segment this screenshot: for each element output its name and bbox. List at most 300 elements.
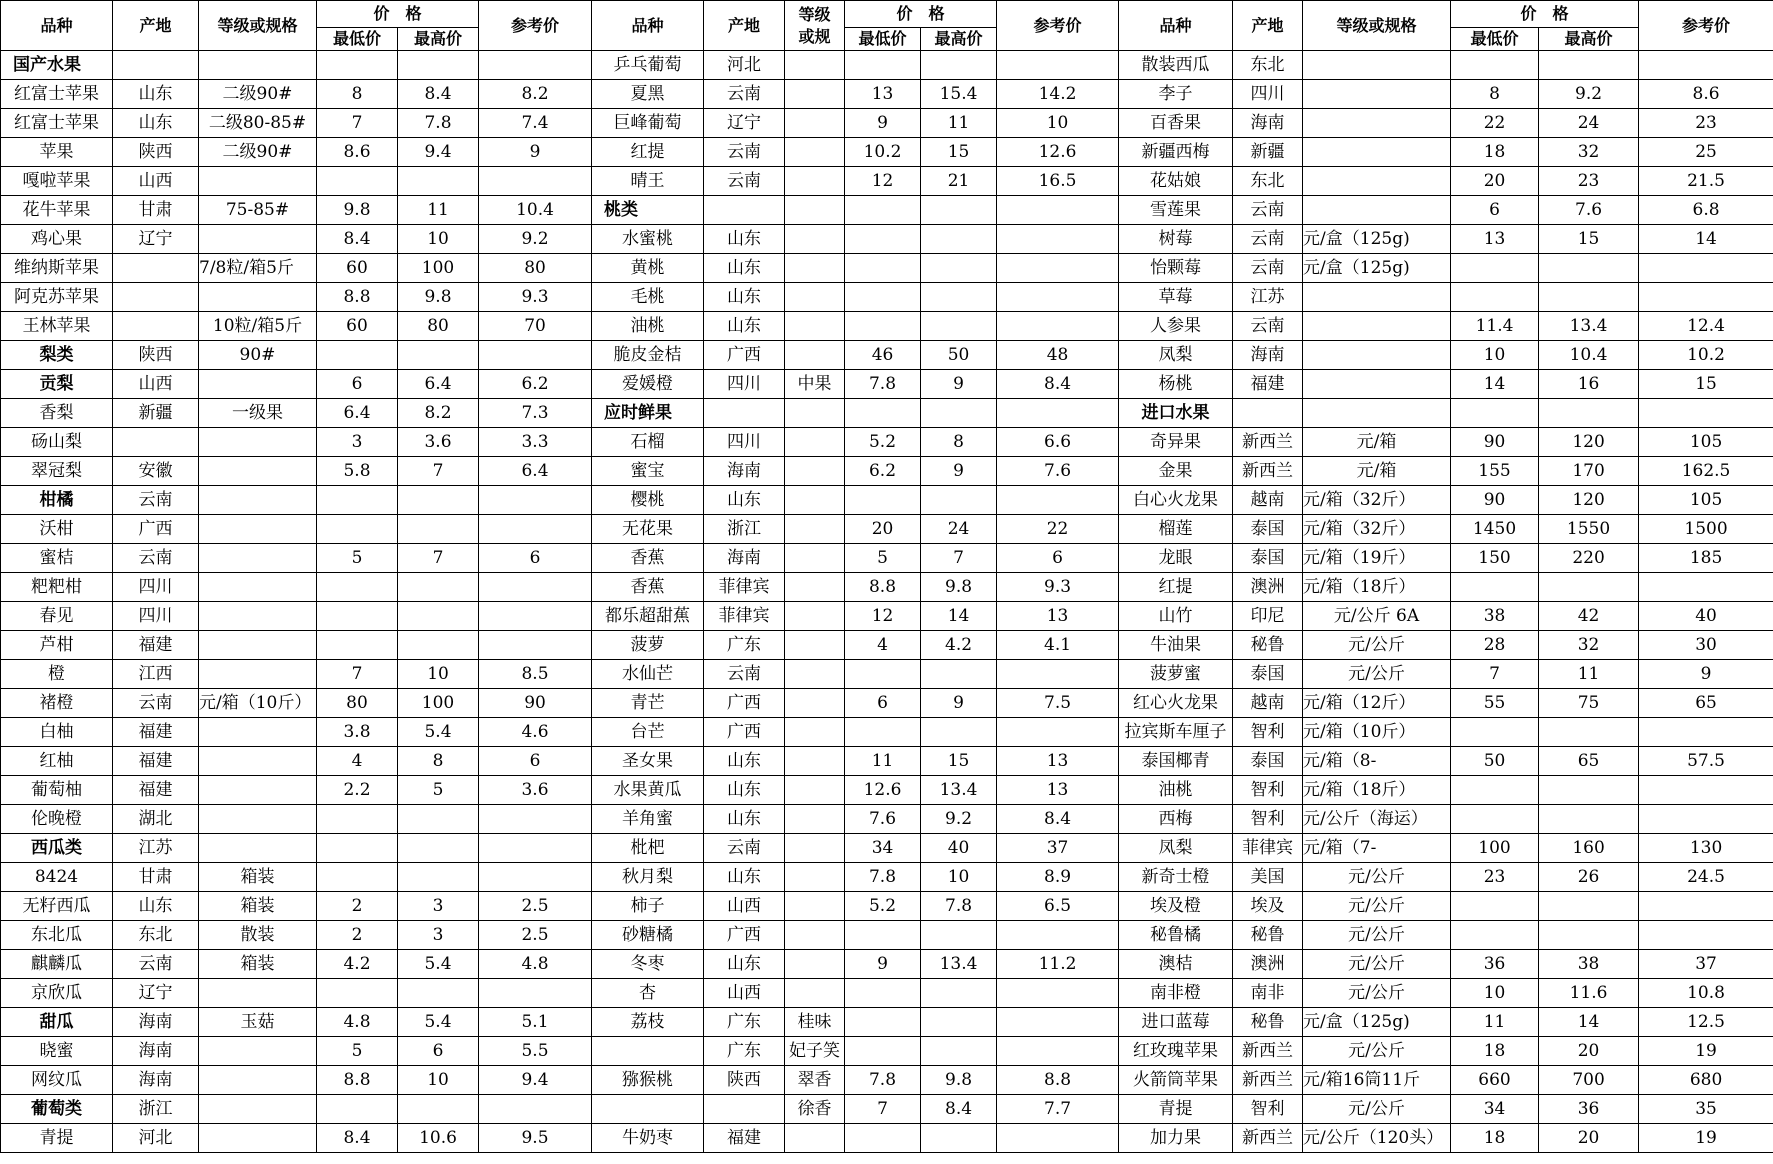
cell-mn1[interactable]: 4.2	[317, 950, 398, 979]
cell-o3[interactable]: 云南	[1233, 196, 1303, 225]
cell-r2[interactable]: 8.4	[997, 805, 1119, 834]
cell-mx2[interactable]: 9	[921, 370, 997, 399]
cell-r1[interactable]: 3.3	[479, 428, 592, 457]
cell-o3[interactable]: 澳洲	[1233, 573, 1303, 602]
cell-g2[interactable]	[785, 312, 845, 341]
cell-r3[interactable]: 680	[1639, 1066, 1773, 1095]
cell-r1[interactable]: 10.4	[479, 196, 592, 225]
cell-mx3[interactable]: 14	[1539, 1008, 1639, 1037]
cell-v1[interactable]: 砀山梨	[1, 428, 113, 457]
cell-o3[interactable]: 新西兰	[1233, 1124, 1303, 1153]
cell-g2[interactable]	[785, 80, 845, 109]
cell-o2[interactable]: 广西	[704, 718, 785, 747]
cell-mn1[interactable]	[317, 1095, 398, 1124]
cell-mx3[interactable]: 36	[1539, 1095, 1639, 1124]
cell-g2[interactable]	[785, 631, 845, 660]
cell-v1[interactable]: 蜜桔	[1, 544, 113, 573]
cell-mn2[interactable]: 12.6	[845, 776, 921, 805]
cell-r1[interactable]	[479, 341, 592, 370]
cell-r1[interactable]: 2.5	[479, 921, 592, 950]
cell-g2[interactable]: 徐香	[785, 1095, 845, 1124]
cell-mx3[interactable]: 38	[1539, 950, 1639, 979]
cell-o2[interactable]: 海南	[704, 544, 785, 573]
cell-mx1[interactable]	[398, 486, 479, 515]
cell-r1[interactable]: 6	[479, 747, 592, 776]
cell-o1[interactable]: 江苏	[113, 834, 199, 863]
cell-o2[interactable]: 四川	[704, 428, 785, 457]
cell-v3[interactable]: 菠萝蜜	[1119, 660, 1233, 689]
cell-o2[interactable]: 浙江	[704, 515, 785, 544]
cell-mx2[interactable]	[921, 979, 997, 1008]
cell-mn3[interactable]: 36	[1451, 950, 1539, 979]
cell-g1[interactable]	[199, 1037, 317, 1066]
cell-r3[interactable]: 8.6	[1639, 80, 1773, 109]
cell-v3[interactable]: 龙眼	[1119, 544, 1233, 573]
cell-mn2[interactable]	[845, 1008, 921, 1037]
cell-o1[interactable]: 甘肃	[113, 863, 199, 892]
cell-mx3[interactable]	[1539, 776, 1639, 805]
cell-o2[interactable]: 广西	[704, 921, 785, 950]
cell-v2[interactable]: 砂糖橘	[592, 921, 704, 950]
cell-mn2[interactable]: 6.2	[845, 457, 921, 486]
cell-g3[interactable]: 元/箱（7-	[1303, 834, 1451, 863]
cell-mx1[interactable]: 7	[398, 544, 479, 573]
cell-g3[interactable]	[1303, 138, 1451, 167]
cell-mx1[interactable]: 5.4	[398, 950, 479, 979]
col-max-price-header[interactable]: 最高价	[1539, 28, 1639, 51]
cell-o1[interactable]: 陕西	[113, 341, 199, 370]
cell-g3[interactable]	[1303, 51, 1451, 80]
cell-v3[interactable]: 西梅	[1119, 805, 1233, 834]
cell-mn3[interactable]: 13	[1451, 225, 1539, 254]
cell-mx3[interactable]	[1539, 254, 1639, 283]
cell-r1[interactable]: 6	[479, 544, 592, 573]
cell-o1[interactable]: 山西	[113, 167, 199, 196]
cell-o3[interactable]: 东北	[1233, 51, 1303, 80]
cell-o2[interactable]	[704, 1095, 785, 1124]
cell-g1[interactable]: 箱装	[199, 863, 317, 892]
cell-mn2[interactable]: 7	[845, 1095, 921, 1124]
cell-mn3[interactable]: 18	[1451, 1037, 1539, 1066]
cell-v3[interactable]: 火箭筒苹果	[1119, 1066, 1233, 1095]
cell-mx3[interactable]: 7.6	[1539, 196, 1639, 225]
cell-o2[interactable]: 山东	[704, 747, 785, 776]
cell-r3[interactable]: 23	[1639, 109, 1773, 138]
cell-g1[interactable]	[199, 1066, 317, 1095]
cell-r3[interactable]: 12.5	[1639, 1008, 1773, 1037]
cell-r3[interactable]: 24.5	[1639, 863, 1773, 892]
cell-mx3[interactable]: 13.4	[1539, 312, 1639, 341]
cell-o3[interactable]: 新疆	[1233, 138, 1303, 167]
cell-mx2[interactable]	[921, 718, 997, 747]
cell-mx2[interactable]: 15	[921, 747, 997, 776]
cell-v3[interactable]: 澳桔	[1119, 950, 1233, 979]
cell-v3[interactable]: 拉宾斯车厘子	[1119, 718, 1233, 747]
cell-g3[interactable]	[1303, 341, 1451, 370]
cell-mn1[interactable]: 8.4	[317, 1124, 398, 1153]
cell-r3[interactable]: 6.8	[1639, 196, 1773, 225]
cell-g3[interactable]	[1303, 370, 1451, 399]
cell-v3[interactable]: 树莓	[1119, 225, 1233, 254]
cell-v1[interactable]: 花牛苹果	[1, 196, 113, 225]
cell-mx1[interactable]: 8.4	[398, 80, 479, 109]
cell-mn2[interactable]	[845, 486, 921, 515]
cell-g3[interactable]	[1303, 283, 1451, 312]
cell-mx2[interactable]: 9.8	[921, 1066, 997, 1095]
cell-mn1[interactable]: 5	[317, 1037, 398, 1066]
cell-v1[interactable]: 京欣瓜	[1, 979, 113, 1008]
cell-mx3[interactable]: 220	[1539, 544, 1639, 573]
cell-o2[interactable]: 河北	[704, 51, 785, 80]
cell-mn3[interactable]: 100	[1451, 834, 1539, 863]
cell-mx1[interactable]	[398, 863, 479, 892]
cell-v1[interactable]: 国产水果	[1, 51, 113, 80]
cell-r2[interactable]	[997, 254, 1119, 283]
cell-o1[interactable]: 云南	[113, 544, 199, 573]
cell-mn1[interactable]	[317, 602, 398, 631]
cell-mx1[interactable]: 5	[398, 776, 479, 805]
cell-mx3[interactable]: 20	[1539, 1037, 1639, 1066]
cell-o3[interactable]: 智利	[1233, 805, 1303, 834]
cell-mn2[interactable]	[845, 196, 921, 225]
cell-r3[interactable]: 14	[1639, 225, 1773, 254]
cell-g2[interactable]	[785, 486, 845, 515]
cell-mn1[interactable]	[317, 341, 398, 370]
cell-mx2[interactable]	[921, 1008, 997, 1037]
cell-r3[interactable]: 19	[1639, 1124, 1773, 1153]
cell-v2[interactable]: 水仙芒	[592, 660, 704, 689]
cell-g1[interactable]: 玉菇	[199, 1008, 317, 1037]
cell-mx2[interactable]: 13.4	[921, 776, 997, 805]
cell-o1[interactable]: 山西	[113, 370, 199, 399]
cell-mx2[interactable]: 40	[921, 834, 997, 863]
cell-r2[interactable]: 6	[997, 544, 1119, 573]
cell-v1[interactable]: 梨类	[1, 341, 113, 370]
cell-v2[interactable]: 秋月梨	[592, 863, 704, 892]
cell-v3[interactable]: 南非橙	[1119, 979, 1233, 1008]
cell-o1[interactable]: 海南	[113, 1037, 199, 1066]
cell-mx1[interactable]: 9.4	[398, 138, 479, 167]
cell-mx3[interactable]: 120	[1539, 486, 1639, 515]
cell-mn2[interactable]: 8.8	[845, 573, 921, 602]
cell-mn3[interactable]: 660	[1451, 1066, 1539, 1095]
cell-g1[interactable]: 散装	[199, 921, 317, 950]
cell-mn1[interactable]: 2	[317, 892, 398, 921]
cell-r3[interactable]: 30	[1639, 631, 1773, 660]
cell-mx2[interactable]	[921, 225, 997, 254]
cell-v1[interactable]: 麒麟瓜	[1, 950, 113, 979]
cell-o2[interactable]: 山东	[704, 776, 785, 805]
cell-o3[interactable]: 智利	[1233, 718, 1303, 747]
cell-r3[interactable]	[1639, 254, 1773, 283]
cell-o2[interactable]: 辽宁	[704, 109, 785, 138]
cell-mn3[interactable]: 18	[1451, 1124, 1539, 1153]
cell-v1[interactable]: 葡萄柚	[1, 776, 113, 805]
cell-mx2[interactable]: 11	[921, 109, 997, 138]
cell-r1[interactable]: 70	[479, 312, 592, 341]
cell-mx1[interactable]	[398, 1095, 479, 1124]
cell-g3[interactable]: 元/公斤	[1303, 1037, 1451, 1066]
cell-o2[interactable]: 山东	[704, 312, 785, 341]
cell-mx2[interactable]: 7	[921, 544, 997, 573]
cell-mx3[interactable]: 20	[1539, 1124, 1639, 1153]
cell-mx3[interactable]: 170	[1539, 457, 1639, 486]
cell-v2[interactable]: 夏黑	[592, 80, 704, 109]
cell-o3[interactable]: 新西兰	[1233, 1066, 1303, 1095]
cell-o1[interactable]: 福建	[113, 747, 199, 776]
cell-mx1[interactable]: 6	[398, 1037, 479, 1066]
cell-g3[interactable]: 元/公斤	[1303, 660, 1451, 689]
cell-mx3[interactable]: 9.2	[1539, 80, 1639, 109]
cell-mn1[interactable]: 4	[317, 747, 398, 776]
cell-o1[interactable]: 福建	[113, 718, 199, 747]
cell-v1[interactable]: 春见	[1, 602, 113, 631]
cell-v1[interactable]: 东北瓜	[1, 921, 113, 950]
cell-r1[interactable]: 4.8	[479, 950, 592, 979]
cell-o3[interactable]: 泰国	[1233, 544, 1303, 573]
col-min-price-header[interactable]: 最低价	[845, 28, 921, 51]
cell-v2[interactable]	[592, 1095, 704, 1124]
cell-o3[interactable]: 埃及	[1233, 892, 1303, 921]
cell-o1[interactable]	[113, 51, 199, 80]
cell-g2[interactable]	[785, 1124, 845, 1153]
cell-o3[interactable]: 秘鲁	[1233, 921, 1303, 950]
cell-mn2[interactable]	[845, 660, 921, 689]
cell-mx1[interactable]	[398, 341, 479, 370]
cell-r1[interactable]	[479, 51, 592, 80]
cell-mn2[interactable]: 20	[845, 515, 921, 544]
cell-mx1[interactable]: 100	[398, 689, 479, 718]
cell-r2[interactable]: 7.6	[997, 457, 1119, 486]
cell-mx1[interactable]: 8.2	[398, 399, 479, 428]
cell-o2[interactable]: 福建	[704, 1124, 785, 1153]
cell-r2[interactable]	[997, 1124, 1119, 1153]
cell-mx2[interactable]	[921, 1037, 997, 1066]
cell-r3[interactable]	[1639, 921, 1773, 950]
cell-mx1[interactable]	[398, 602, 479, 631]
cell-r3[interactable]: 35	[1639, 1095, 1773, 1124]
cell-r2[interactable]	[997, 486, 1119, 515]
cell-r1[interactable]: 9	[479, 138, 592, 167]
cell-g1[interactable]	[199, 747, 317, 776]
cell-mn3[interactable]: 23	[1451, 863, 1539, 892]
cell-mx1[interactable]	[398, 51, 479, 80]
cell-mn2[interactable]	[845, 399, 921, 428]
cell-r2[interactable]: 9.3	[997, 573, 1119, 602]
cell-g1[interactable]	[199, 225, 317, 254]
cell-v1[interactable]: 红富士苹果	[1, 109, 113, 138]
cell-v3[interactable]: 进口水果	[1119, 399, 1233, 428]
cell-v1[interactable]: 鸡心果	[1, 225, 113, 254]
cell-r2[interactable]: 8.9	[997, 863, 1119, 892]
cell-o2[interactable]: 广东	[704, 631, 785, 660]
cell-v1[interactable]: 粑粑柑	[1, 573, 113, 602]
cell-g2[interactable]	[785, 515, 845, 544]
cell-mn3[interactable]: 11	[1451, 1008, 1539, 1037]
cell-g2[interactable]	[785, 747, 845, 776]
cell-g1[interactable]	[199, 602, 317, 631]
cell-g3[interactable]: 元/公斤（120头）	[1303, 1124, 1451, 1153]
cell-mx1[interactable]: 7.8	[398, 109, 479, 138]
cell-mx1[interactable]	[398, 805, 479, 834]
cell-mn1[interactable]: 8	[317, 80, 398, 109]
cell-v2[interactable]: 巨峰葡萄	[592, 109, 704, 138]
cell-mx2[interactable]: 8.4	[921, 1095, 997, 1124]
cell-r1[interactable]	[479, 602, 592, 631]
cell-mn2[interactable]	[845, 225, 921, 254]
cell-o1[interactable]: 海南	[113, 1066, 199, 1095]
cell-mn2[interactable]: 5.2	[845, 428, 921, 457]
cell-g2[interactable]	[785, 776, 845, 805]
cell-mx2[interactable]	[921, 283, 997, 312]
cell-v1[interactable]: 白柚	[1, 718, 113, 747]
cell-v2[interactable]: 枇杷	[592, 834, 704, 863]
cell-o1[interactable]: 山东	[113, 892, 199, 921]
cell-o2[interactable]: 山东	[704, 225, 785, 254]
cell-mn3[interactable]	[1451, 776, 1539, 805]
cell-o1[interactable]: 江西	[113, 660, 199, 689]
cell-mn1[interactable]: 6	[317, 370, 398, 399]
cell-g2[interactable]	[785, 399, 845, 428]
cell-r2[interactable]: 8.4	[997, 370, 1119, 399]
cell-mx1[interactable]	[398, 834, 479, 863]
cell-v3[interactable]: 人参果	[1119, 312, 1233, 341]
col-origin-header[interactable]: 产地	[704, 1, 785, 51]
cell-g1[interactable]	[199, 718, 317, 747]
cell-g1[interactable]	[199, 370, 317, 399]
cell-v2[interactable]: 香蕉	[592, 544, 704, 573]
col-ref-price-header[interactable]: 参考价	[997, 1, 1119, 51]
cell-v3[interactable]: 秘鲁橘	[1119, 921, 1233, 950]
cell-mn3[interactable]: 1450	[1451, 515, 1539, 544]
cell-g2[interactable]	[785, 863, 845, 892]
cell-o1[interactable]: 福建	[113, 631, 199, 660]
cell-v3[interactable]: 泰国椰青	[1119, 747, 1233, 776]
cell-mn1[interactable]: 2	[317, 921, 398, 950]
cell-mn3[interactable]: 90	[1451, 486, 1539, 515]
col-origin-header[interactable]: 产地	[1233, 1, 1303, 51]
cell-v2[interactable]: 石榴	[592, 428, 704, 457]
cell-mn3[interactable]	[1451, 254, 1539, 283]
cell-o3[interactable]: 澳洲	[1233, 950, 1303, 979]
cell-g1[interactable]: 7/8粒/箱5斤	[199, 254, 317, 283]
cell-v2[interactable]: 冬枣	[592, 950, 704, 979]
cell-r1[interactable]: 9.4	[479, 1066, 592, 1095]
cell-v2[interactable]: 蜜宝	[592, 457, 704, 486]
cell-mn1[interactable]	[317, 486, 398, 515]
cell-mn3[interactable]: 22	[1451, 109, 1539, 138]
cell-mn1[interactable]: 60	[317, 254, 398, 283]
cell-r3[interactable]: 19	[1639, 1037, 1773, 1066]
cell-o3[interactable]: 菲律宾	[1233, 834, 1303, 863]
cell-mx1[interactable]	[398, 167, 479, 196]
cell-r1[interactable]	[479, 167, 592, 196]
cell-g1[interactable]: 元/箱（10斤）	[199, 689, 317, 718]
cell-mx2[interactable]: 8	[921, 428, 997, 457]
cell-o2[interactable]: 菲律宾	[704, 602, 785, 631]
cell-o2[interactable]: 山东	[704, 950, 785, 979]
cell-r2[interactable]: 22	[997, 515, 1119, 544]
cell-r1[interactable]: 3.6	[479, 776, 592, 805]
cell-mn2[interactable]: 9	[845, 950, 921, 979]
cell-g3[interactable]	[1303, 312, 1451, 341]
cell-g3[interactable]: 元/公斤	[1303, 892, 1451, 921]
cell-r3[interactable]: 10.2	[1639, 341, 1773, 370]
cell-mx2[interactable]: 9	[921, 457, 997, 486]
cell-g3[interactable]: 元/公斤 6A	[1303, 602, 1451, 631]
cell-v3[interactable]: 凤梨	[1119, 834, 1233, 863]
cell-g2[interactable]	[785, 544, 845, 573]
cell-mn3[interactable]: 8	[1451, 80, 1539, 109]
cell-g1[interactable]: 箱装	[199, 950, 317, 979]
cell-v2[interactable]: 牛奶枣	[592, 1124, 704, 1153]
col-grade-header[interactable]: 等级或规格	[199, 1, 317, 51]
cell-g1[interactable]	[199, 573, 317, 602]
cell-r1[interactable]	[479, 979, 592, 1008]
cell-mx2[interactable]	[921, 486, 997, 515]
cell-mn2[interactable]	[845, 1124, 921, 1153]
cell-o3[interactable]: 海南	[1233, 341, 1303, 370]
cell-v3[interactable]: 白心火龙果	[1119, 486, 1233, 515]
cell-o1[interactable]: 河北	[113, 1124, 199, 1153]
col-min-price-header[interactable]: 最低价	[1451, 28, 1539, 51]
cell-r1[interactable]	[479, 805, 592, 834]
cell-g2[interactable]	[785, 457, 845, 486]
cell-g2[interactable]	[785, 341, 845, 370]
cell-g3[interactable]: 元/箱（12斤）	[1303, 689, 1451, 718]
cell-mn3[interactable]	[1451, 573, 1539, 602]
cell-r2[interactable]: 4.1	[997, 631, 1119, 660]
cell-v2[interactable]: 香蕉	[592, 573, 704, 602]
cell-r1[interactable]: 8.5	[479, 660, 592, 689]
cell-g3[interactable]: 元/盒（125g)	[1303, 225, 1451, 254]
cell-v1[interactable]: 芦柑	[1, 631, 113, 660]
cell-g3[interactable]: 元/箱（18斤）	[1303, 776, 1451, 805]
cell-o1[interactable]	[113, 312, 199, 341]
cell-o2[interactable]: 菲律宾	[704, 573, 785, 602]
cell-g2[interactable]	[785, 167, 845, 196]
cell-g1[interactable]	[199, 515, 317, 544]
cell-mn1[interactable]: 60	[317, 312, 398, 341]
cell-mn1[interactable]: 9.8	[317, 196, 398, 225]
cell-o3[interactable]	[1233, 399, 1303, 428]
cell-r3[interactable]: 105	[1639, 428, 1773, 457]
cell-g3[interactable]: 元/箱	[1303, 428, 1451, 457]
cell-o3[interactable]: 秘鲁	[1233, 631, 1303, 660]
cell-o1[interactable]: 新疆	[113, 399, 199, 428]
cell-v3[interactable]: 新奇士橙	[1119, 863, 1233, 892]
cell-g1[interactable]: 二级80-85#	[199, 109, 317, 138]
cell-mx3[interactable]: 120	[1539, 428, 1639, 457]
col-grade-header-short[interactable]	[785, 1, 845, 51]
cell-g2[interactable]	[785, 892, 845, 921]
cell-r2[interactable]: 6.5	[997, 892, 1119, 921]
cell-mn2[interactable]: 6	[845, 689, 921, 718]
cell-g1[interactable]: 一级果	[199, 399, 317, 428]
cell-mn1[interactable]: 3	[317, 428, 398, 457]
cell-v2[interactable]: 无花果	[592, 515, 704, 544]
cell-v1[interactable]: 苹果	[1, 138, 113, 167]
cell-o2[interactable]: 山西	[704, 892, 785, 921]
cell-g1[interactable]	[199, 776, 317, 805]
cell-mn1[interactable]: 2.2	[317, 776, 398, 805]
cell-mn1[interactable]	[317, 51, 398, 80]
cell-mx1[interactable]: 5.4	[398, 718, 479, 747]
cell-mx1[interactable]: 10	[398, 1066, 479, 1095]
col-min-price-header[interactable]: 最低价	[317, 28, 398, 51]
cell-g2[interactable]	[785, 196, 845, 225]
cell-g1[interactable]	[199, 631, 317, 660]
